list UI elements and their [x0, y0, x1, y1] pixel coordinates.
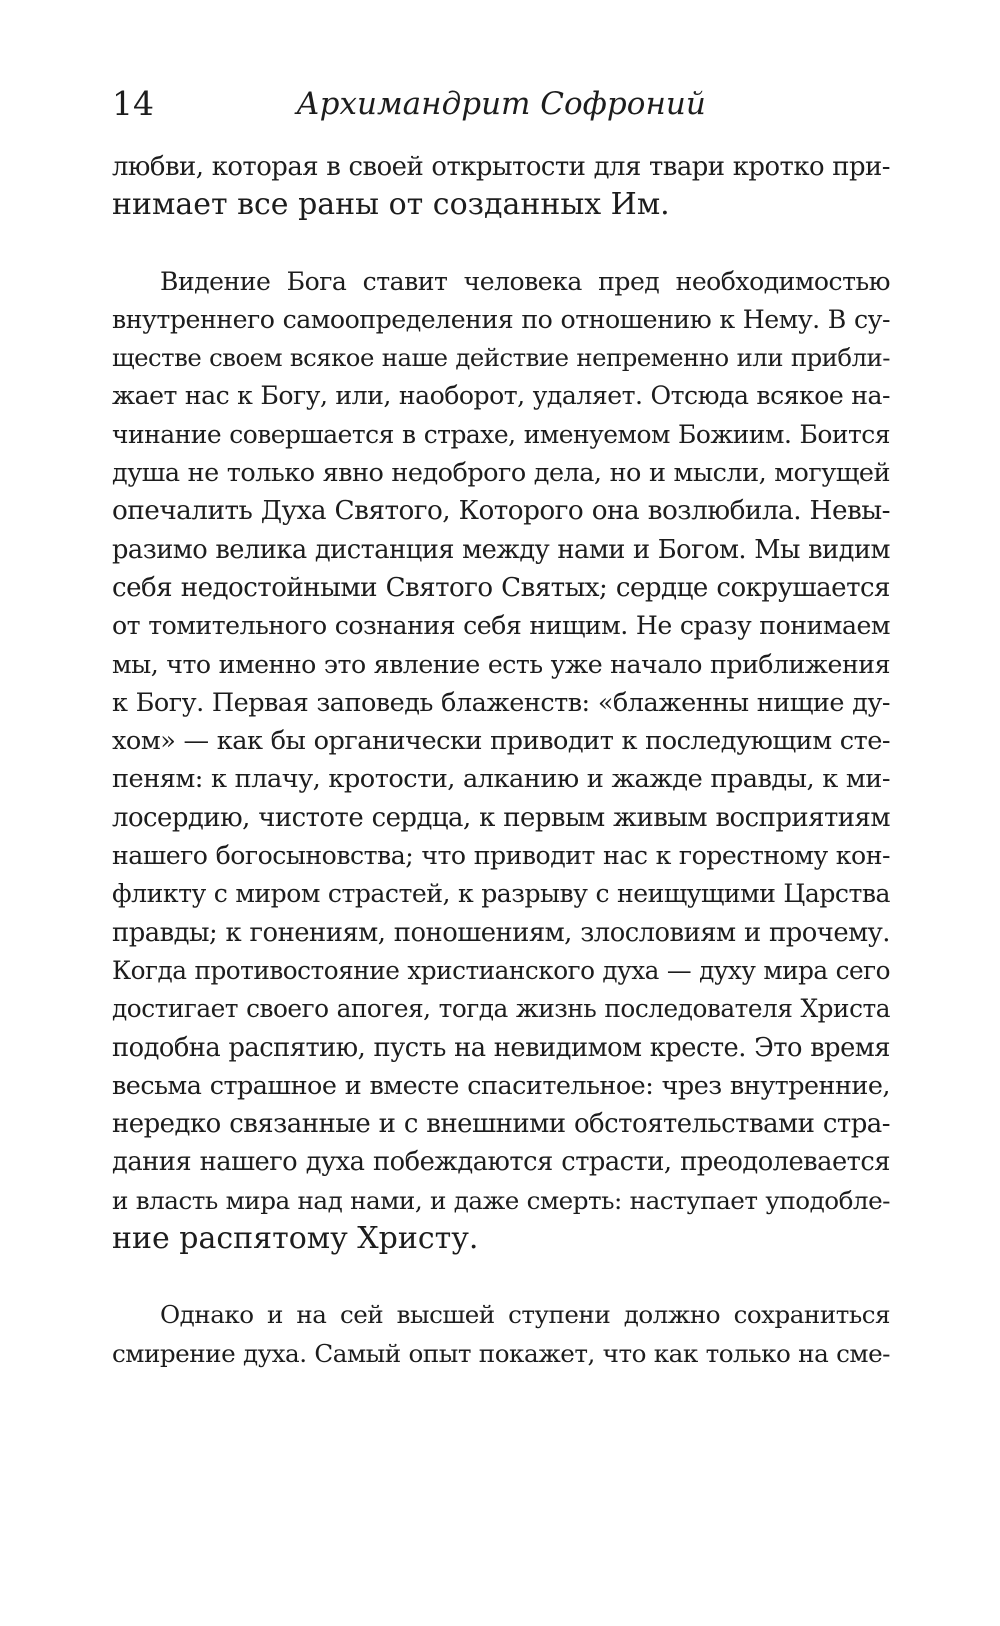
text-line: хом» — как бы органически приводит к последующим сте- — [112, 726, 890, 757]
text-line: жает нас к Богу, или, наоборот, удаляет. Отсюда всякое на- — [112, 381, 890, 411]
text-line: нашего богосыновства; что приводит нас к горестному кон- — [112, 841, 890, 871]
text-line: подобна распятию, пусть на невидимом кресте. Это время — [112, 1032, 890, 1063]
text-line: нередко связанные и с внешними обстоятельствами стра- — [112, 1109, 890, 1140]
text-line: опечалить Духа Святого, Которого она возлюбила. Невы- — [112, 496, 890, 527]
text-line: пеням: к плачу, кротости, алканию и жажде правды, к ми- — [112, 764, 890, 795]
text-line: к Богу. Первая заповедь блаженств: «блаженны нищие ду- — [112, 687, 890, 718]
text-line: от томительного сознания себя нищим. Не сразу понимаем — [112, 611, 890, 641]
paragraph-gap — [112, 225, 890, 263]
text-line: Видение Бога ставит человека пред необходимостью — [160, 266, 890, 296]
paragraph-1 — [112, 148, 890, 225]
text-line: Когда противостояние христианского духа — духу мира сего — [112, 955, 890, 985]
text-line: душа не только явно недоброго дела, но и мысли, могущей — [112, 458, 890, 489]
text-line: любви, которая в своей открытости для твари кротко при- — [112, 152, 890, 182]
page-number: 14 — [112, 84, 154, 123]
paragraph-gap — [112, 1258, 890, 1296]
text-line: лосердию, чистоте сердца, к первым живым восприятиям — [112, 802, 890, 833]
text-line: достигает своего апогея, тогда жизнь последователя Христа — [112, 994, 890, 1024]
text-line: фликту с миром страстей, к разрыву с неищущими Царства — [112, 879, 890, 909]
text-line: себя недостойными Святого Святых; сердце сокрушается — [112, 572, 890, 603]
text-line: разимо велика дистанция между нами и Богом. Мы видим — [112, 534, 890, 565]
text-line: ние распятому Христу. — [112, 1221, 479, 1257]
running-title: Архимандрит Софроний — [296, 86, 706, 122]
paragraph-3 — [112, 1296, 890, 1373]
text-line: мы, что именно это явление есть уже начало приближения — [112, 649, 890, 679]
page-header — [112, 78, 890, 128]
body-text — [112, 148, 890, 1373]
text-line: нимает все раны от созданных Им. — [112, 187, 670, 223]
text-line: ществе своем всякое наше действие непременно или прибли- — [112, 343, 890, 373]
text-line: весьма страшное и вместе спасительное: чрез внутренние, — [112, 1070, 890, 1101]
text-line: и власть мира над нами, и даже смерть: наступает уподобле- — [112, 1185, 890, 1215]
text-line: Однако и на сей высшей ступени должно сохраниться — [160, 1300, 890, 1330]
text-line: внутреннего самоопределения по отношению к Нему. В су- — [112, 304, 890, 334]
text-line: чинание совершается в страхе, именуемом Божиим. Боится — [112, 419, 890, 449]
text-line: дания нашего духа побеждаются страсти, преодолевается — [112, 1147, 890, 1178]
paragraph-2 — [112, 263, 890, 1259]
text-line: смирение духа. Самый опыт покажет, что как только на сме- — [112, 1338, 890, 1368]
text-line: правды; к гонениям, поношениям, злословиям и прочему. — [112, 917, 890, 948]
